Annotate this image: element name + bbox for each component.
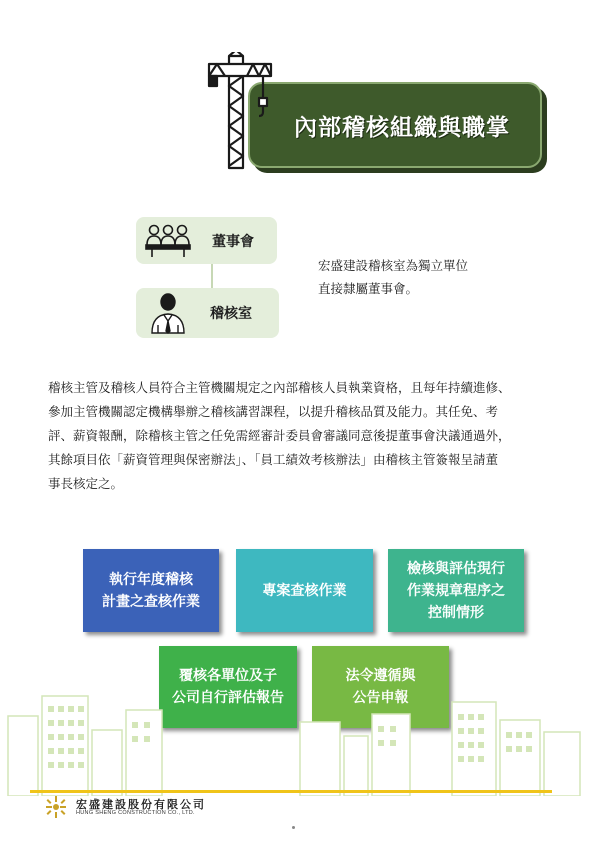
qualification-paragraph <box>48 376 553 496</box>
paragraph-line: 其餘項目依「薪資管理與保密辦法」、「員工績效考核辦法」由稽核主管簽報呈請董 <box>48 452 499 467</box>
board-meeting-icon <box>144 223 192 259</box>
function-label: 執行年度稽核 計畫之查核作業 <box>102 571 200 610</box>
title-banner <box>248 82 542 168</box>
company-logo-icon <box>44 796 68 818</box>
paragraph-line: 參加主管機關認定機構舉辦之稽核講習課程，以提升稽核品質及能力。其任免、考 <box>48 404 499 419</box>
independence-note <box>318 254 468 300</box>
page-marker <box>292 826 295 829</box>
function-label: 法令遵循與 公告申報 <box>345 668 416 706</box>
audit-box <box>136 288 279 338</box>
footer-divider <box>30 790 552 793</box>
board-label: 董事會 <box>212 233 254 250</box>
paragraph-line: 稽核主管及稽核人員符合主管機關規定之內部稽核人員執業資格，且每年持續進修、 <box>48 380 511 395</box>
audit-label: 稽核室 <box>210 306 252 322</box>
function-box-control-review <box>388 549 524 632</box>
note-line: 直接隸屬董事會。 <box>318 281 419 296</box>
function-label: 專案查核作業 <box>262 582 347 599</box>
function-label: 覆核各單位及子 公司自行評估報告 <box>172 668 284 706</box>
company-name-english: HUNG SHENG CONSTRUCTION CO., LTD. <box>76 810 195 816</box>
note-line: 宏盛建設稽核室為獨立單位 <box>318 258 469 273</box>
board-box <box>136 217 277 264</box>
company-name: 宏盛建設股份有限公司 <box>76 798 206 811</box>
paragraph-line: 評、薪資報酬，除稽核主管之任免需經審計委員會審議同意後提董事會決議通過外， <box>48 428 511 443</box>
function-label: 檢核與評估現行 作業規章程序之 控制情形 <box>407 560 505 621</box>
org-connector <box>211 264 213 288</box>
auditor-person-icon <box>148 291 188 335</box>
crane-icon <box>207 52 287 172</box>
city-skyline-illustration <box>0 686 595 796</box>
paragraph-line: 事長核定之。 <box>48 476 124 491</box>
page-title: 內部稽核組織與職掌 <box>294 114 510 141</box>
function-box-project-audit <box>236 549 373 632</box>
function-box-annual-audit <box>83 549 219 632</box>
